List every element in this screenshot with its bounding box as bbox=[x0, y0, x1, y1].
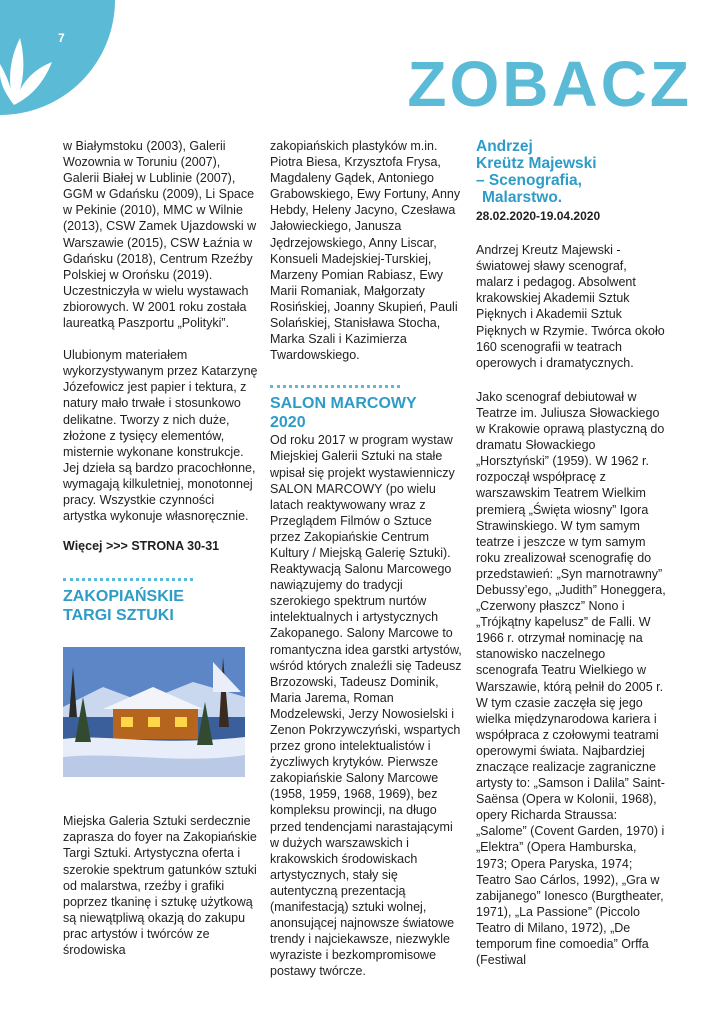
exhibition-title-line3: – Scenografia, bbox=[476, 172, 582, 189]
salon-title-line2: 2020 bbox=[270, 414, 306, 432]
exhibition-title-line2: Kreütz Majewski bbox=[476, 155, 597, 172]
exhibition-title-line1: Andrzej bbox=[476, 138, 533, 155]
more-link[interactable]: Więcej >>> STRONA 30-31 bbox=[63, 539, 220, 554]
page-number: 7 bbox=[58, 31, 65, 45]
exhibition-dates: 28.02.2020-19.04.2020 bbox=[476, 209, 601, 223]
fair-title-line1: ZAKOPIAŃSKIE bbox=[63, 588, 184, 606]
career-paragraph: Jako scenograf debiutował w Teatrze im. Juliusza Słowackiego w Krakowie oprawą plastyczną do dramatu Słowackiego „Horsztyński” (1959). W 1962 r. rozpoczął współpracę z warszawskim Teatrem Wielkim premierą „Święta wiosny” Igora Strawinskiego. W tym samym teatrze i jeszcze w tym samym roku zrealizował scenografię do przedstawień: „Syn marnotrawny” Debussy’ego, „Judith” Honeggera, „Czerwony płaszcz” Nono i „Trójkątny kapelusz” de Falli. W 1966 r. otrzymał nominację na stanowisko naczelnego scenografa Teatru Wielkiego w Warszawie, którą pełnił do 2005 r. W tym czasie zaczęła się jego wielka międzynarodowa kariera i współpraca z czołowymi teatrami operowymi świata. Najbardziej znaczące realizacje zagraniczne artysty to: „Samson i Dalila” Saint-Saënsa (Opera w Kolonii, 1968), opery Richarda Straussa: „Salome” (Covent Garden, 1970) i „Elektra” (Opera Hamburska, 1973; Opera Paryska, 1974; Teatro Sao Cárlos, 1992), „Gra w zabijanego” Ionesco (Burgtheater, 1971), „La Passione” (Piccolo Teatro di Milano, 1972), „De temporum fine comoedia” Orffa (Festiwal bbox=[476, 389, 666, 968]
corner-leaf-logo bbox=[0, 0, 115, 115]
column-right bbox=[476, 138, 666, 968]
winter-cottage-painting bbox=[63, 647, 245, 777]
bio-paragraph: Andrzej Kreutz Majewski - światowej sławy scenograf, malarz i pedagog. Absolwent krakowskiej Akademii Sztuk Pięknych i Akademii Sztuk Pięknych w Rzymie. Twórca około 160 scenografii w teatrach operowych i dramatycznych. bbox=[476, 243, 665, 370]
exhibition-title-line4: Malarstwo. bbox=[482, 189, 563, 206]
salon-paragraph: Od roku 2017 w program wystaw Miejskiej Galerii Sztuki na stałe wpisał się projekt wystawienniczy SALON MARCOWY (po wielu latach reaktywowany wraz z Przeglądem Filmów o Sztuce przez Zakopiańskie Centrum Kultury / Miejską Galerię Sztuki). Reaktywacją Salonu Marcowego nawiązujemy do tradycji szerokiego spektrum nurtów intelektualnych i artystycznych Zakopanego. Salony Marcowe to romantyczna idea garstki artystów, wśród których znaleźli się Tadeusz Brzozowski, Tadeusz Dominik, Maria Jarema, Roman Modzelewski, Jerzy Nowosielski i Zenon Pokrzywczyński, wspartych przez grono intelektualistów i życzliwych krytyków. Pierwsze zakopiańskie Salony Marcowe (1958, 1959, 1968, 1969), bez kompleksu prowincji, na długo przed tendencjami narastającymi w dużych warszawskich i krakowskich środowiskach artystycznych, stały się autentyczną prezentacją (manifestacją) sztuki wolnej, anonsującej najnowsze światowe trendy i najciekawsze, niezwykle wyraziste i bezkompromisowe postawy twórcze. bbox=[270, 433, 462, 979]
fair-paragraph: Miejska Galeria Sztuki serdecznie zaprasza do foyer na Zakopiańskie Targi Sztuki. Artystyczna oferta i szerokie spektrum gatunków sztuki od malarstwa, rzeźby i grafiki poprzez tkaninę i sztukę użytkową są niewątpliwą okazją do zakupu prac artystów i twórców ze środowiska bbox=[63, 814, 257, 957]
dotted-divider bbox=[63, 578, 193, 581]
materials-paragraph: Ulubionym materiałem wykorzystywanym przez Katarzynę Józefowicz jest papier i tektura, z natury mało trwałe i stosunkowo delikatne. Tworzy z nich duże, złożone z tysięcy elementów, misternie wykonane konstrukcje. Jej dzieła są bardzo pracochłonne, wymagają kilkuletniej, monotonnej pracy. Wszystkie czynności artystka wykonuje własnoręcznie. bbox=[63, 348, 258, 524]
column-left bbox=[63, 138, 258, 958]
column-middle bbox=[270, 138, 465, 980]
fair-title-line2: TARGI SZTUKI bbox=[63, 607, 174, 625]
exhibitions-paragraph: w Białymstoku (2003), Galerii Wozownia w Toruniu (2007), Galerii Białej w Lublinie (2007), GGM w Gdańsku (2009), Li Space w Pekinie (2010), MMC w Wilnie (2013), CSW Zamek Ujazdowski w Warszawie (2015), CSW Łaźnia w Gdańsku (2018), Centrum Rzeźby Polskiej w Orońsku (2019). Uczestniczyła w wielu wystawach zbiorowych. W 2001 roku została laureatką Paszportu „Polityki”. bbox=[63, 139, 257, 331]
dotted-divider bbox=[270, 385, 400, 388]
section-headline: ZOBACZ bbox=[407, 48, 692, 120]
salon-title-line1: SALON MARCOWY bbox=[270, 395, 417, 413]
artists-paragraph: zakopiańskich plastyków m.in. Piotra Biesa, Krzysztofa Frysa, Magdaleny Gądek, Antoniego Grabowskiego, Ewy Fortuny, Anny Hebdy, Heleny Jacyno, Czesława Jałowieckiego, Janusza Jędrzejowskiego, Anny Liscar, Konsueli Madejskiej-Turskiej, Marzeny Pomian Rabiasz, Ewy Marii Romaniak, Małgorzaty Rosińskiej, Joanny Skupień, Pauli Solańskiej, Stanisława Stocha, Marka Szali i Kazimierza Twardowskiego. bbox=[270, 139, 461, 363]
